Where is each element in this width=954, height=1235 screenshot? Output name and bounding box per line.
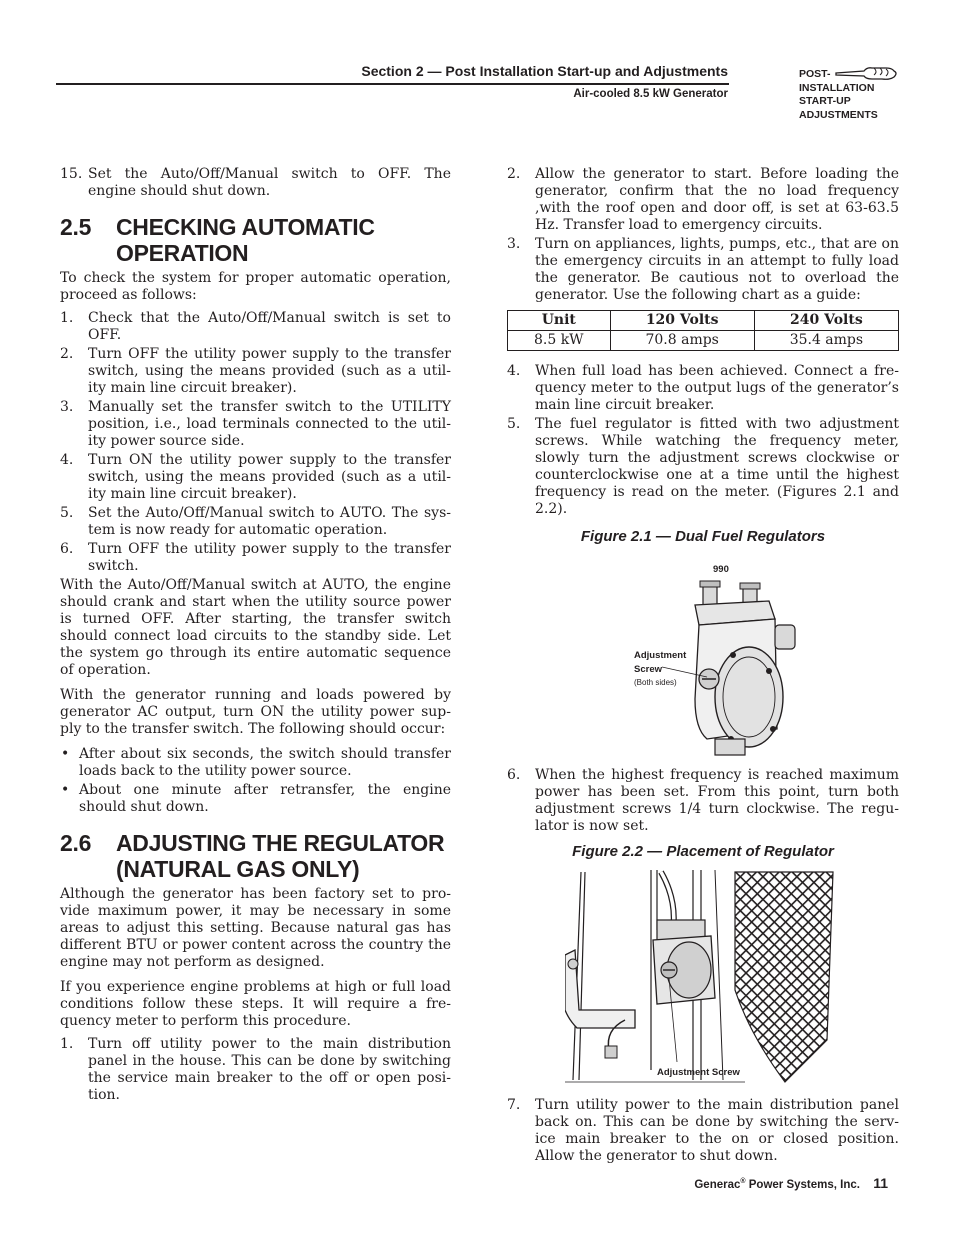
paragraph: With the Auto/Off/Manual switch at AUTO, the engine should crank and start when the utility source power is turned OFF. After starting, the transfer switch should connect load circuits to the standby side. Let the system go through its entire automatic sequence of operation. [60,577,451,678]
paragraph: With the generator running and loads powered by generator AC output, turn ON the utility power sup-ply to the transfer switch. The following should occur: [60,687,451,737]
list-item: 7. Turn utility power to the main distribution panel back on. This can be done by switching the serv-ice main breaker to the on or closed position. Allow the generator to shut down. [507,1097,899,1164]
placement-illustration [565,870,845,1095]
tab-line: POST- [799,68,831,80]
table-header: 240 Volts [754,311,898,331]
page-number: 11 [873,1175,888,1191]
tab-line: START-UP [799,95,851,107]
adjustment-screw-label: Adjustment [634,650,687,661]
figure-caption: Figure 2.2 — Placement of Regulator [572,843,834,860]
adjustment-screw-label: Screw [634,664,662,675]
tab-line: ADJUSTMENTS [799,108,878,121]
document-subtitle: Air-cooled 8.5 kW Generator [573,88,728,100]
figure-dual-fuel-regulators [507,545,899,767]
list-item: 4. Turn ON the utility power supply to the transfer switch, using the means provided (such as a util-ity main line circuit breaker). [60,452,451,502]
part-number: 990 [713,564,729,575]
figure-regulator-placement [507,860,899,1097]
load-chart-table [507,310,899,351]
leader-line [662,659,722,679]
table-cell: 70.8 amps [610,331,754,351]
table-cell: 8.5 kW [508,331,611,351]
list-item: 1. Check that the Auto/Off/Manual switch is set to OFF. [60,310,451,343]
tab-line: INSTALLATION [799,81,875,94]
list-item: 1. Turn off utility power to the main distribution panel in the house. This can be done by switching the service main breaker to the off or open posi-tion. [60,1036,451,1103]
adjustment-screw-label: Adjustment Screw [657,1067,740,1078]
section-heading-2-5: 2.5 CHECKING AUTOMATIC OPERATION [60,214,375,266]
right-column [507,166,899,1167]
list-item: 15. Set the Auto/Off/Manual switch to OFF. The engine should shut down. [60,166,451,199]
adjustment-screw-note: (Both sides) [634,678,677,687]
company-name-rest: Power Systems, Inc. [745,1179,860,1191]
paragraph: To check the system for proper automatic operation, proceed as follows: [60,270,451,303]
page-footer [560,1175,888,1191]
paragraph: If you experience engine problems at high or full load conditions follow these steps. It will require a fre-quency meter to perform this procedure. [60,979,451,1029]
table-header: 120 Volts [610,311,754,331]
left-column [60,166,451,1106]
paragraph: Although the generator has been factory set to pro-vide maximum power, it may be necessary in some areas to adjust this setting. Because natural gas has different BTU or power content across the country the engine may not perform as designed. [60,886,451,970]
figure-caption: Figure 2.1 — Dual Fuel Regulators [580,528,826,545]
registered-mark: ® [740,1178,746,1186]
header-rule [56,83,729,85]
bullet-item: • About one minute after retransfer, the engine should shut down. [61,782,451,815]
list-item: 2. Turn OFF the utility power supply to the transfer switch, using the means provided (such as a util-ity main line circuit breaker). [60,346,451,396]
pointing-hand-icon [834,64,900,84]
list-item: 6. Turn OFF the utility power supply to the transfer switch. [60,541,451,574]
list-item: 2. Allow the generator to start. Before loading the generator, confirm that the no load frequency ,with the roof open and door off, is set at 63-63.5 Hz. Transfer load to emergency circuits. [507,166,899,233]
section-heading-2-6: 2.6 ADJUSTING THE REGULATOR (NATURAL GAS ONLY) [60,830,445,882]
bullet-item: • After about six seconds, the switch should transfer loads back to the utility power source. [61,746,451,779]
table-header: Unit [508,311,611,331]
list-item: 4. When full load has been achieved. Connect a fre-quency meter to the output lugs of the generator’s main line circuit breaker. [507,363,899,413]
table-header-row [508,311,899,331]
list-item: 3. Turn on appliances, lights, pumps, etc., that are on the emergency circuits in an attempt to fully load the generator. Be cautious not to overload the generator. Use the following chart as a guide: [507,236,899,303]
company-name: Generac [694,1179,741,1191]
section-title: Section 2 — Post Installation Start-up and Adjustments [361,63,728,79]
list-item: 5. Set the Auto/Off/Manual switch to AUTO. The sys-tem is now ready for automatic operation. [60,505,451,538]
table-row [508,331,899,351]
list-item: 6. When the highest frequency is reached maximum power has been set. From this point, turn both adjustment screws 1/4 turn clockwise. The regu-lator is now set. [507,767,899,834]
table-cell: 35.4 amps [754,331,898,351]
list-item: 3. Manually set the transfer switch to the UTILITY position, i.e., load terminals connected to the util-ity power source side. [60,399,451,449]
list-item: 5. The fuel regulator is fitted with two adjustment screws. While watching the frequency meter, slowly turn the adjustment screws clockwise or counterclockwise one at a time until the highest frequency is read on the meter. (Figures 2.1 and 2.2). [507,416,899,517]
